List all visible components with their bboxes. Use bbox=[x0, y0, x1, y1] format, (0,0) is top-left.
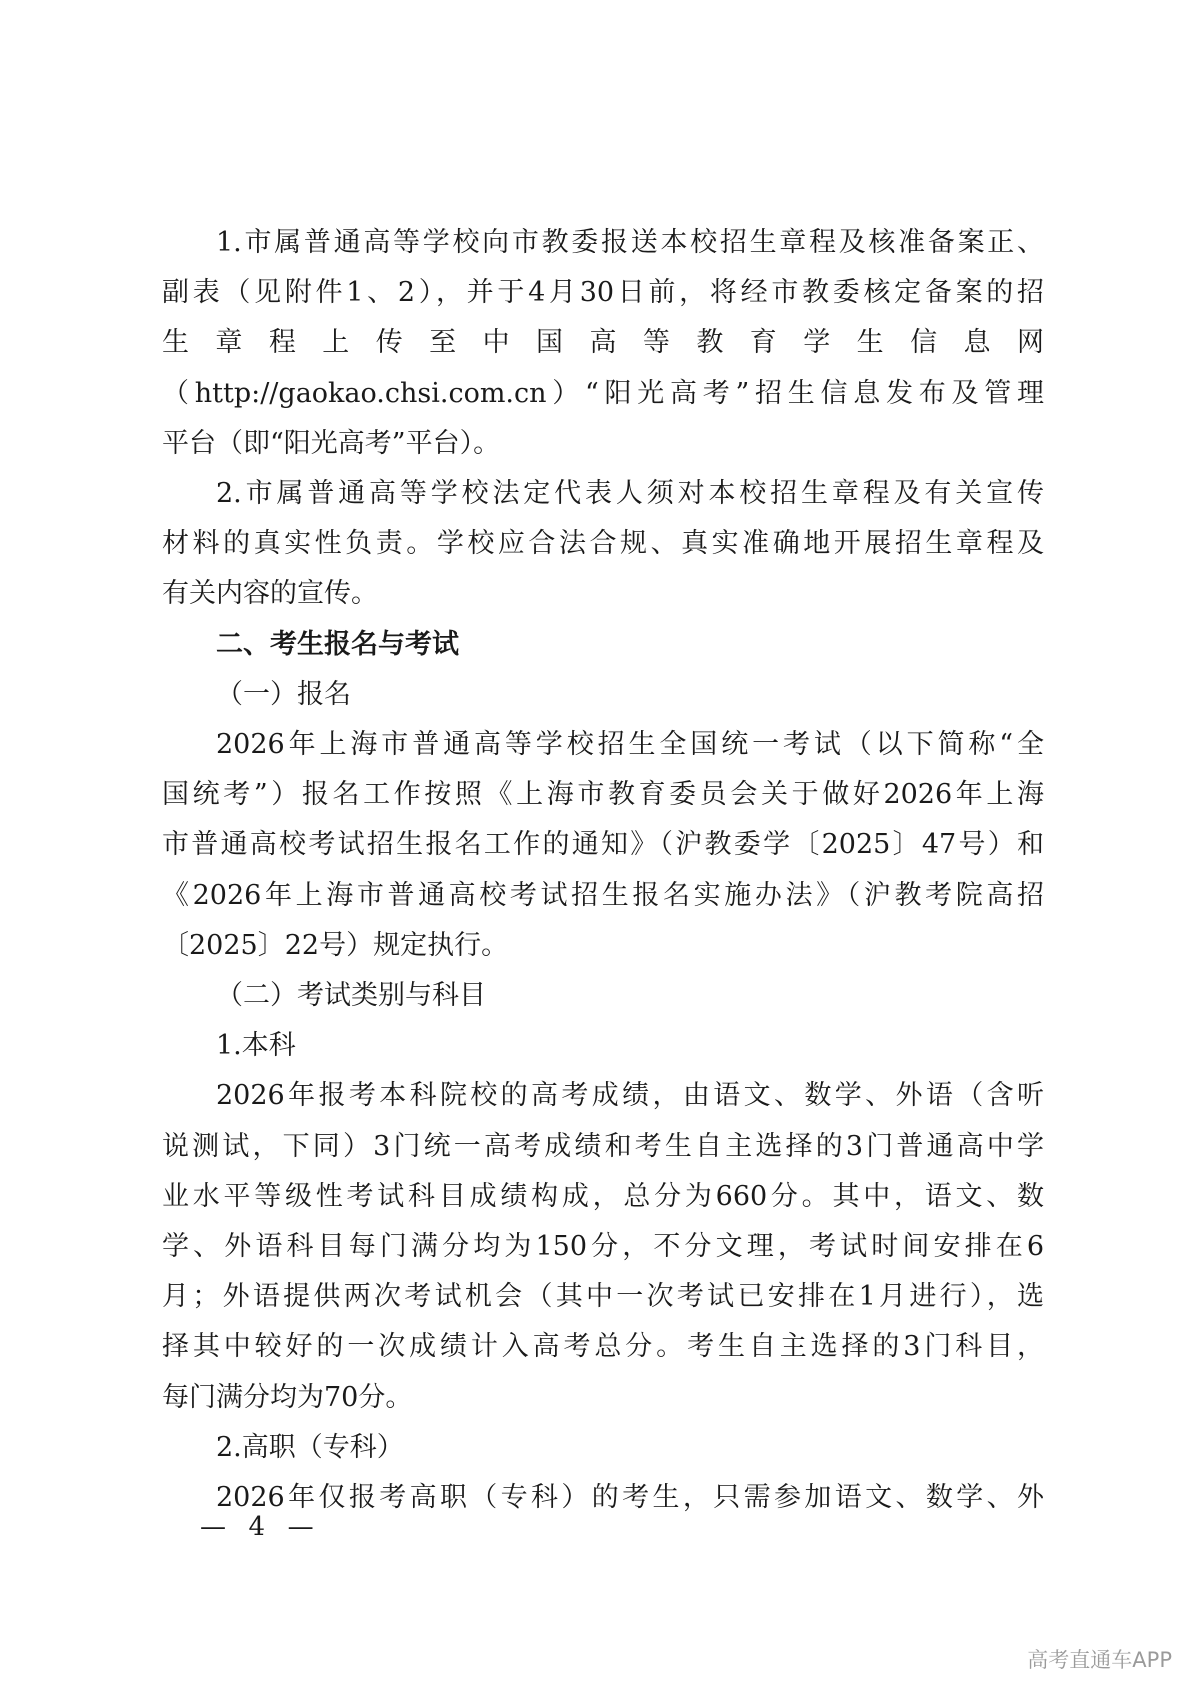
subsection-heading: （一）报名 bbox=[216, 678, 351, 710]
paragraph-line: 说测试，下同）3门统一高考成绩和考生自主选择的3门普通高中学 bbox=[162, 1130, 1044, 1162]
subsection-heading: （二）考试类别与科目 bbox=[216, 980, 486, 1012]
page-number: — 4 — bbox=[200, 1512, 316, 1542]
paragraph-line: 业水平等级性考试科目成绩构成，总分为660分。其中，语文、数 bbox=[162, 1180, 1044, 1212]
paragraph-line: 2026年上海市普通高等学校招生全国统一考试（以下简称“全 bbox=[216, 729, 1044, 761]
paragraph-line: 平台（即“阳光高考”平台）。 bbox=[162, 427, 501, 459]
paragraph-line: 2026年仅报考高职（专科）的考生，只需参加语文、数学、外 bbox=[216, 1482, 1044, 1514]
paragraph-line: （http://gaokao.chsi.com.cn）“阳光高考”招生信息发布及管理 bbox=[162, 377, 1044, 409]
paragraph-line: 择其中较好的一次成绩计入高考总分。考生自主选择的3门科目， bbox=[162, 1331, 1044, 1363]
paragraph-line: 2026年报考本科院校的高考成绩，由语文、数学、外语（含听 bbox=[216, 1080, 1044, 1112]
paragraph-line: 〔2025〕22号）规定执行。 bbox=[162, 929, 509, 961]
paragraph-line: 学、外语科目每门满分均为150分，不分文理，考试时间安排在6 bbox=[162, 1231, 1044, 1263]
paragraph-line: 1.市属普通高等学校向市教委报送本校招生章程及核准备案正、 bbox=[216, 227, 1044, 258]
paragraph-line: 材料的真实性负责。学校应合法合规、真实准确地开展招生章程及 bbox=[162, 528, 1044, 560]
paragraph-line: 副表（见附件1、2），并于4月30日前，将经市教委核定备案的招 bbox=[162, 277, 1044, 309]
paragraph-line: 生章程上传至中国高等教育学生信息网 bbox=[162, 327, 1044, 359]
paragraph-line: 市普通高校考试招生报名工作的通知》（沪教委学〔2025〕47号）和 bbox=[162, 829, 1044, 861]
watermark-text: 高考直通车APP bbox=[1027, 1648, 1172, 1672]
paragraph-line: 《2026年上海市普通高校考试招生报名实施办法》（沪教考院高招 bbox=[162, 879, 1044, 911]
paragraph-line: 每门满分均为70分。 bbox=[162, 1381, 413, 1413]
paragraph-line: 国统考”）报名工作按照《上海市教育委员会关于做好2026年上海 bbox=[162, 779, 1044, 811]
paragraph-line: 2.市属普通高等学校法定代表人须对本校招生章程及有关宣传 bbox=[216, 478, 1044, 510]
section-heading: 二、考生报名与考试 bbox=[216, 628, 459, 660]
paragraph-line: 月；外语提供两次考试机会（其中一次考试已安排在1月进行），选 bbox=[162, 1281, 1044, 1313]
item-heading: 1.本科 bbox=[216, 1030, 296, 1062]
document-body bbox=[162, 218, 1044, 1523]
item-heading: 2.高职（专科） bbox=[216, 1431, 404, 1463]
paragraph-line: 有关内容的宣传。 bbox=[162, 578, 378, 610]
